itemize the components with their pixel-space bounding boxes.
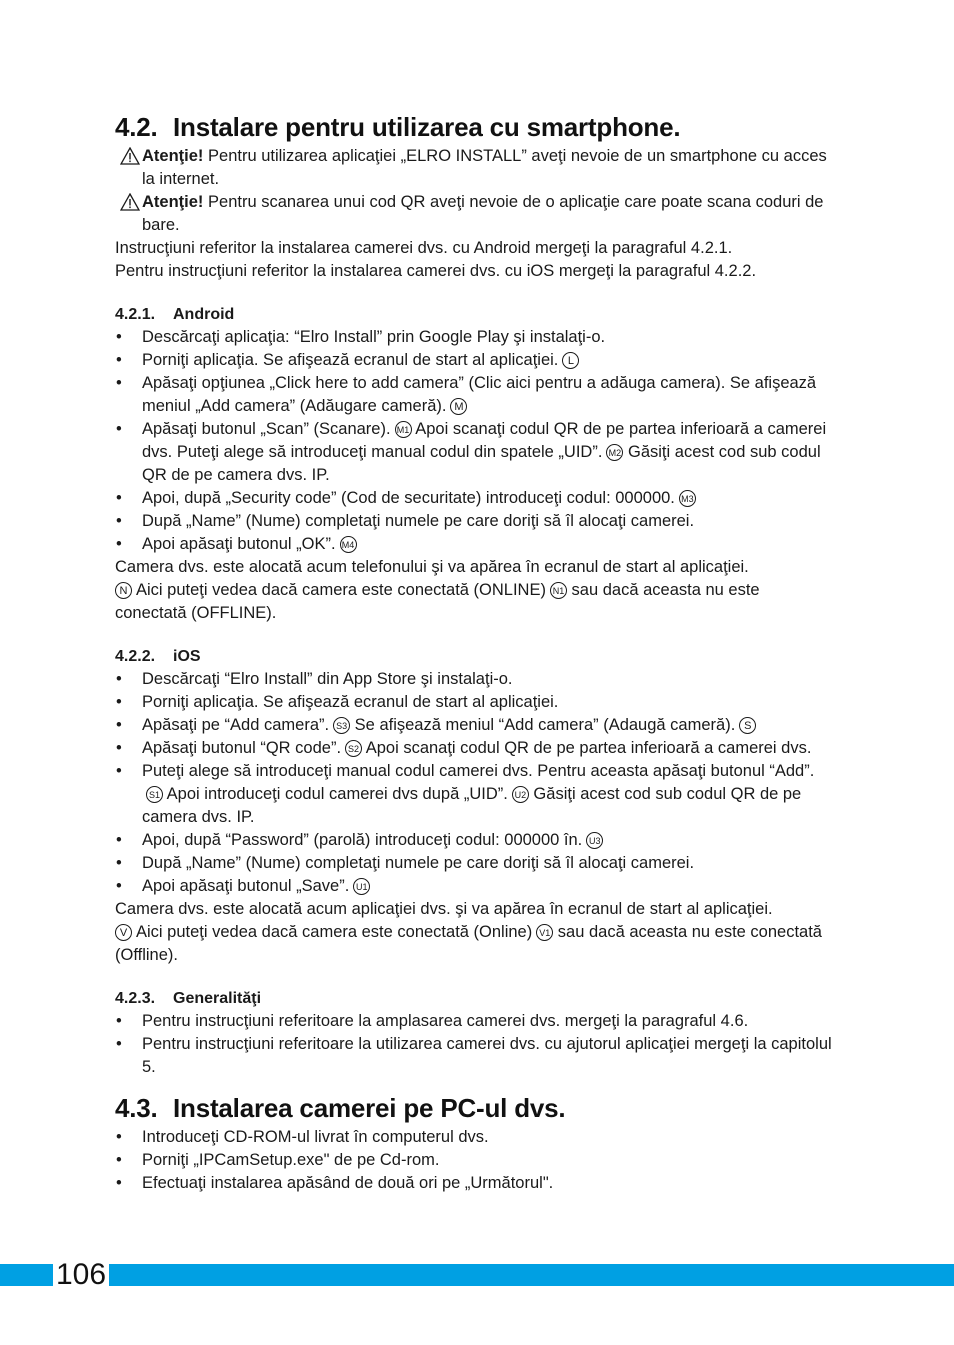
- list-item: • După „Name” (Nume) completaţi numele pe care doriţi să îl alocaţi camerei.: [115, 510, 835, 533]
- list-item: • Porniţi „IPCamSetup.exe" de pe Cd-rom.: [115, 1149, 835, 1172]
- figure-marker: U2: [512, 786, 529, 803]
- figure-marker: V1: [536, 924, 553, 941]
- subsection-heading-4-2-2: 4.2.2. iOS: [115, 648, 201, 665]
- list-item: • După „Name” (Nume) completaţi numele pe care doriţi să îl alocaţi camerei.: [115, 852, 835, 875]
- list-item: • Pentru instrucţiuni referitoare la amplasarea camerei dvs. mergeţi la paragraful 4.6.: [115, 1010, 835, 1033]
- page-number: 106: [53, 1258, 109, 1292]
- footer-bar: [0, 1264, 954, 1286]
- figure-marker: M1: [395, 421, 412, 438]
- android-steps: [115, 326, 835, 556]
- list-item: • Introduceţi CD-ROM-ul livrat în computerul dvs.: [115, 1126, 835, 1149]
- list-item: • Apoi apăsaţi butonul „Save”. U1: [115, 875, 835, 898]
- list-item: • Puteţi alege să introduceţi manual codul camerei dvs. Pentru aceasta apăsaţi butonul “Add”.S1 Apoi introduceţi codul camerei dvs după „UID”. U2 Găsiţi acest cod sub codul QR de pe camera dvs. IP.: [115, 760, 835, 829]
- warning-icon: [120, 193, 140, 211]
- subsection-heading-4-2-3: 4.2.3. Generalităţi: [115, 990, 262, 1007]
- android-result-1: Camera dvs. este alocată acum telefonului şi va apărea în ecranul de start al aplicaţiei.: [115, 558, 749, 576]
- list-item: • Apăsaţi opţiunea „Click here to add camera” (Clic aici pentru a adăuga camera). Se afişează meniul „Add camera” (Adăugare cameră). M: [115, 372, 835, 418]
- list-item: • Apăsaţi butonul „Scan” (Scanare). M1 Apoi scanaţi codul QR de pe partea inferioară a camerei dvs. Puteţi alege să introduceţi manual codul din spatele „UID”. M2 Găsiţi acest cod sub codul QR de pe camera dvs. IP.: [115, 418, 835, 487]
- figure-marker: N: [115, 582, 132, 599]
- warning-icon: [120, 147, 140, 165]
- page-content: [115, 112, 835, 1195]
- pc-install-steps: [115, 1126, 835, 1195]
- figure-marker: S: [739, 717, 756, 734]
- figure-marker: L: [562, 352, 579, 369]
- list-item: • Apoi, după „Security code” (Cod de securitate) introduceţi codul: 000000. M3: [115, 487, 835, 510]
- list-item: • Apoi, după “Password” (parolă) introduceţi codul: 000000 în. U3: [115, 829, 835, 852]
- figure-marker: U3: [586, 832, 603, 849]
- list-item: • Porniţi aplicaţia. Se afişează ecranul de start al aplicaţiei. L: [115, 349, 835, 372]
- ios-result-2: V Aici puteţi vedea dacă camera este conectată (Online) V1 sau dacă aceasta nu este conectată (Offline).: [115, 923, 822, 964]
- warning-1: Atenţie! Pentru utilizarea aplicaţiei „ELRO INSTALL” aveţi nevoie de un smartphone cu acces la internet.: [115, 145, 835, 191]
- list-item: • Apăsaţi pe “Add camera”. S3 Se afişează meniul “Add camera” (Adaugă cameră). S: [115, 714, 835, 737]
- list-item: • Apăsaţi butonul “QR code”. S2 Apoi scanaţi codul QR de pe partea inferioară a camerei dvs.: [115, 737, 835, 760]
- intro-ios: Pentru instrucţiuni referitor la instalarea camerei dvs. cu iOS mergeţi la paragraful 4.2.2.: [115, 262, 757, 280]
- warning-2: Atenţie! Pentru scanarea unui cod QR aveţi nevoie de o aplicaţie care poate scana coduri de bare.: [115, 191, 835, 237]
- figure-marker: S2: [345, 740, 362, 757]
- figure-marker: M2: [606, 444, 623, 461]
- figure-marker: M3: [679, 490, 696, 507]
- figure-marker: V: [115, 924, 132, 941]
- list-item: • Porniţi aplicaţia. Se afişează ecranul de start al aplicaţiei.: [115, 691, 835, 714]
- section-heading-4-2: 4.2. Instalare pentru utilizarea cu smartphone.: [115, 112, 681, 142]
- list-item: • Apoi apăsaţi butonul „OK”. M4: [115, 533, 835, 556]
- figure-marker: M4: [340, 536, 357, 553]
- intro-android: Instrucţiuni referitor la instalarea camerei dvs. cu Android mergeţi la paragraful 4.2.1.: [115, 239, 733, 257]
- figure-marker: N1: [550, 582, 567, 599]
- android-result-2: N Aici puteţi vedea dacă camera este conectată (ONLINE) N1 sau dacă aceasta nu este conectată (OFFLINE).: [115, 581, 760, 622]
- ios-result-1: Camera dvs. este alocată acum aplicaţiei dvs. şi va apărea în ecranul de start al aplicaţiei.: [115, 900, 773, 918]
- figure-marker: S3: [333, 717, 350, 734]
- list-item: • Descărcaţi aplicaţia: “Elro Install” prin Google Play şi instalaţi-o.: [115, 326, 835, 349]
- section-heading-4-3: 4.3. Instalarea camerei pe PC-ul dvs.: [115, 1093, 566, 1123]
- figure-marker: U1: [353, 878, 370, 895]
- general-notes: [115, 1010, 835, 1079]
- figure-marker: M: [450, 398, 467, 415]
- figure-marker: S1: [146, 786, 163, 803]
- ios-steps: [115, 668, 835, 898]
- list-item: • Efectuaţi instalarea apăsând de două ori pe „Următorul".: [115, 1172, 835, 1195]
- list-item: • Pentru instrucţiuni referitoare la utilizarea camerei dvs. cu ajutorul aplicaţiei mergeţi la capitolul 5.: [115, 1033, 835, 1079]
- list-item: • Descărcaţi “Elro Install” din App Store şi instalaţi-o.: [115, 668, 835, 691]
- subsection-heading-4-2-1: 4.2.1. Android: [115, 306, 235, 323]
